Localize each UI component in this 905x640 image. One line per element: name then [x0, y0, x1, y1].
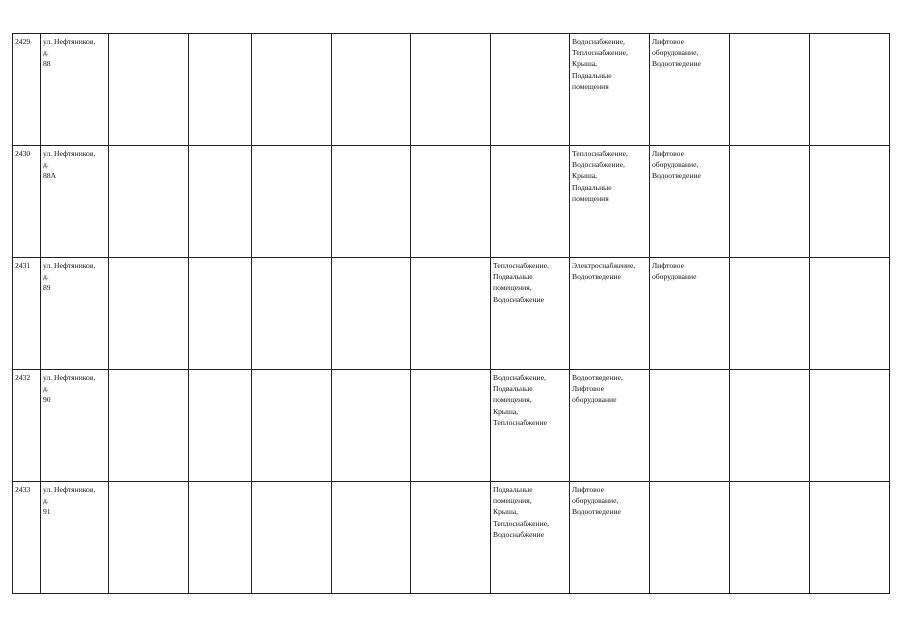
work-item: Подвальные — [493, 485, 533, 494]
address-cell — [41, 34, 109, 146]
work-item: оборудование, — [652, 160, 699, 170]
work-item: помещения, — [493, 283, 532, 293]
works-cell — [650, 34, 730, 146]
empty-cell — [730, 258, 810, 370]
works-cell — [650, 482, 730, 594]
empty-cell — [189, 34, 252, 146]
address-line: ул. Нефтяников, — [43, 149, 96, 158]
empty-cell — [332, 258, 411, 370]
table-row — [13, 258, 890, 370]
work-item: Крыша, — [572, 171, 598, 181]
empty-cell — [411, 146, 491, 258]
row-number-cell — [13, 482, 41, 594]
address-cell — [41, 482, 109, 594]
address-line: 90 — [43, 395, 51, 405]
empty-cell — [189, 482, 252, 594]
works-cell — [570, 258, 650, 370]
works-cell — [570, 34, 650, 146]
empty-cell — [189, 370, 252, 482]
work-item: Водоотведение — [652, 59, 701, 69]
empty-cell — [332, 34, 411, 146]
empty-cell — [252, 146, 332, 258]
empty-cell — [109, 258, 189, 370]
empty-cell — [810, 370, 890, 482]
work-item: Водоснабжение, — [572, 160, 625, 170]
row-number-cell — [13, 370, 41, 482]
work-item: Крыша, — [493, 507, 519, 517]
work-item: Теплоснабжение, — [572, 149, 628, 158]
address-cell — [41, 258, 109, 370]
row-number: 2433 — [15, 485, 31, 494]
work-item: Лифтовое — [652, 261, 684, 270]
address-line: д. — [43, 160, 49, 170]
address-line: ул. Нефтяников, — [43, 261, 96, 270]
work-item: помещения, — [493, 395, 532, 405]
works-cell — [570, 482, 650, 594]
work-item: Электроснабжение, — [572, 261, 636, 270]
empty-cell — [810, 34, 890, 146]
work-item: Подвальные — [493, 384, 533, 394]
works-cell — [491, 34, 570, 146]
work-item: Водоснабжение, — [572, 37, 625, 46]
empty-cell — [252, 482, 332, 594]
work-item: оборудование, — [572, 496, 619, 506]
works-cell — [491, 258, 570, 370]
work-item: Водоснабжение — [493, 529, 544, 539]
work-item: Подвальные — [572, 70, 612, 80]
work-item: помещения — [572, 193, 609, 203]
address-cell — [41, 146, 109, 258]
work-item: Лифтовое — [572, 485, 604, 494]
address-line: 88А — [43, 171, 57, 181]
works-cell — [491, 370, 570, 482]
empty-cell — [109, 370, 189, 482]
row-number: 2430 — [15, 149, 31, 158]
work-item: Водоснабжение — [493, 294, 544, 304]
empty-cell — [810, 482, 890, 594]
address-line: д. — [43, 48, 49, 58]
work-item: Водоотведение — [652, 171, 701, 181]
work-item: Лифтовое — [652, 37, 684, 46]
work-item: Водоотведение, — [572, 373, 623, 382]
table-row — [13, 146, 890, 258]
address-line: 91 — [43, 507, 51, 517]
work-item: Водоотведение — [572, 507, 621, 517]
table-row — [13, 482, 890, 594]
work-item: Крыша, — [493, 406, 519, 416]
address-line: ул. Нефтяников, — [43, 37, 96, 46]
address-cell — [41, 370, 109, 482]
empty-cell — [332, 370, 411, 482]
empty-cell — [730, 370, 810, 482]
empty-cell — [411, 370, 491, 482]
empty-cell — [109, 482, 189, 594]
empty-cell — [411, 482, 491, 594]
work-item: Теплоснабжение, — [572, 48, 628, 58]
row-number-cell — [13, 146, 41, 258]
work-item: Лифтовое — [652, 149, 684, 158]
table-body — [13, 34, 890, 594]
empty-cell — [252, 258, 332, 370]
work-item: помещения, — [493, 496, 532, 506]
work-item: помещения — [572, 81, 609, 91]
work-item: Водоснабжение, — [493, 373, 546, 382]
row-number-cell — [13, 34, 41, 146]
address-line: ул. Нефтяников, — [43, 373, 96, 382]
housing-register-table — [12, 33, 890, 594]
work-item: Лифтовое — [572, 384, 604, 394]
empty-cell — [109, 146, 189, 258]
empty-cell — [411, 258, 491, 370]
empty-cell — [189, 146, 252, 258]
table-row — [13, 34, 890, 146]
empty-cell — [810, 146, 890, 258]
address-line: 88 — [43, 59, 51, 69]
row-number: 2429 — [15, 37, 31, 46]
table-row — [13, 370, 890, 482]
works-cell — [650, 146, 730, 258]
work-item: Теплоснабжение — [493, 417, 548, 427]
address-line: д. — [43, 496, 49, 506]
works-cell — [491, 146, 570, 258]
address-line: 89 — [43, 283, 51, 293]
empty-cell — [332, 482, 411, 594]
empty-cell — [189, 258, 252, 370]
works-cell — [650, 258, 730, 370]
work-item: Теплоснабжение, — [493, 518, 549, 528]
empty-cell — [109, 34, 189, 146]
empty-cell — [411, 34, 491, 146]
work-item: оборудование — [572, 395, 617, 405]
work-item: Теплоснабжение, — [493, 261, 549, 270]
works-cell — [650, 370, 730, 482]
empty-cell — [332, 146, 411, 258]
work-item: оборудование — [652, 272, 697, 282]
works-cell — [570, 146, 650, 258]
empty-cell — [730, 146, 810, 258]
work-item: Водоотведение — [572, 272, 621, 282]
empty-cell — [252, 34, 332, 146]
row-number-cell — [13, 258, 41, 370]
row-number: 2432 — [15, 373, 31, 382]
address-line: д. — [43, 272, 49, 282]
address-line: ул. Нефтяников, — [43, 485, 96, 494]
address-line: д. — [43, 384, 49, 394]
empty-cell — [810, 258, 890, 370]
empty-cell — [730, 34, 810, 146]
works-cell — [491, 482, 570, 594]
work-item: Подвальные — [572, 182, 612, 192]
works-cell — [570, 370, 650, 482]
work-item: Подвальные — [493, 272, 533, 282]
empty-cell — [252, 370, 332, 482]
work-item: Крыша, — [572, 59, 598, 69]
row-number: 2431 — [15, 261, 31, 270]
empty-cell — [730, 482, 810, 594]
work-item: оборудование, — [652, 48, 699, 58]
